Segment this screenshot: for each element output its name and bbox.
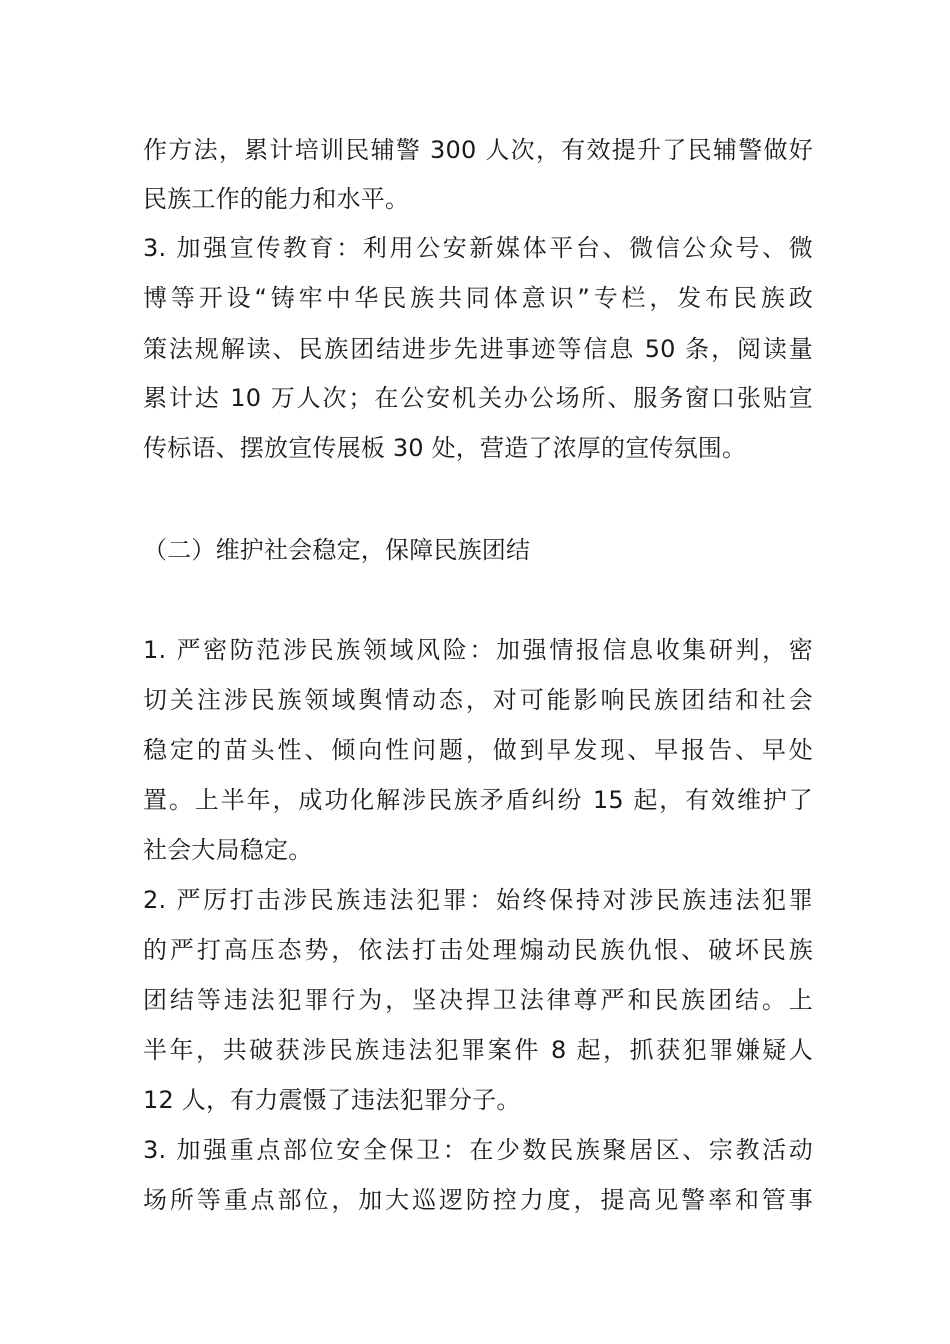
body-line: 3. 加强宣传教育：利用公安新媒体平台、微信公众号、微: [143, 234, 813, 262]
body-line: 社会大局稳定。: [143, 836, 313, 864]
body-line: 的严打高压态势，依法打击处理煽动民族仇恨、破坏民族: [143, 936, 813, 964]
body-line: 民族工作的能力和水平。: [143, 185, 410, 213]
body-line: 切关注涉民族领域舆情动态，对可能影响民族团结和社会: [143, 686, 813, 714]
body-line: 稳定的苗头性、倾向性问题，做到早发现、早报告、早处: [143, 736, 813, 764]
body-line: 作方法，累计培训民辅警 300 人次，有效提升了民辅警做好: [143, 136, 813, 164]
body-line: 传标语、摆放宣传展板 30 处，营造了浓厚的宣传氛围。: [143, 434, 747, 462]
body-line: 半年，共破获涉民族违法犯罪案件 8 起，抓获犯罪嫌疑人: [143, 1036, 813, 1064]
body-line: 累计达 10 万人次；在公安机关办公场所、服务窗口张贴宣: [143, 384, 813, 412]
body-line: 场所等重点部位，加大巡逻防控力度，提高见警率和管事: [143, 1186, 813, 1214]
body-line: 博等开设“铸牢中华民族共同体意识”专栏，发布民族政: [143, 284, 813, 312]
body-line: 1. 严密防范涉民族领域风险：加强情报信息收集研判，密: [143, 636, 813, 664]
body-line: 3. 加强重点部位安全保卫：在少数民族聚居区、宗教活动: [143, 1136, 813, 1164]
body-line: 团结等违法犯罪行为，坚决捍卫法律尊严和民族团结。上: [143, 986, 813, 1014]
body-line: 策法规解读、民族团结进步先进事迹等信息 50 条，阅读量: [143, 335, 813, 363]
body-line: 置。上半年，成功化解涉民族矛盾纠纷 15 起，有效维护了: [143, 786, 813, 814]
body-line: 12 人，有力震慑了违法犯罪分子。: [143, 1086, 521, 1114]
body-line: 2. 严厉打击涉民族违法犯罪：始终保持对涉民族违法犯罪: [143, 886, 813, 914]
section-heading: （二）维护社会稳定，保障民族团结: [143, 536, 531, 564]
